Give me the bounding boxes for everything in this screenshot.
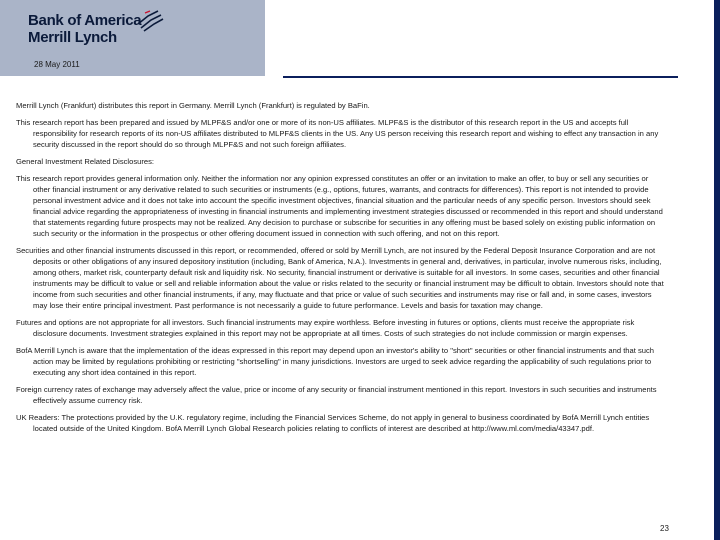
- right-edge-bar: [714, 0, 720, 540]
- paragraph-futures-options: Futures and options are not appropriate for all investors. Such financial instruments may expire worthless. Before investing in futures or options, clients must receive the appropriate risk disclosure documents. Investment strategies explained in this report may not be appropriate at all times. Costs of such strategies do not include commission or margin expenses.: [16, 318, 635, 338]
- brand-line-2: Merrill Lynch: [28, 29, 117, 46]
- paragraph-general-information: This research report provides general information only. Neither the information nor any opinion expressed constitutes an offer or an invitation to make an offer, to buy or sell any securities or other financial instrument or any derivative related to such securities or instruments (e.g., options, futures, warrants, and contracts for differences). This report is not intended to provide personal investment advice and it does not take into account the specific investment objectives, financial situation and the particular needs of any specific person. Investors should seek financial advice regarding the appropriateness of investing in financial instruments and implementing investment strategies discussed or recommended in this report and should understand that statements regarding future prospects may not be realized. Any decision to purchase or subscribe for securities in any offering must be based solely on existing public information on such security or the information in the prospectus or other offering document issued in connection with such offering, and not on this report.: [16, 174, 663, 238]
- paragraph-securities-risk: Securities and other financial instruments discussed in this report, or recommended, offered or sold by Merrill Lynch, are not insured by the Federal Deposit Insurance Corporation and are not deposits or other obligations of any insured depository institution (including, Bank of America, N.A.). Investments in general and, derivatives, in particular, involve numerous risks, including, among others, market risk, counterparty default risk and liquidity risk. No security, financial instrument or derivative is suitable for all investors. In some cases, securities and other financial instruments may be difficult to value or sell and reliable information about the value or risks related to the security or financial instrument may be difficult to obtain. Investors should note that income from such securities and other financial instruments, if any, may fluctuate and that price or value of such securities and instruments may rise or fall and, in some cases, investors may lose their entire principal investment. Past performance is not necessarily a guide to future performance. Levels and basis for taxation may change.: [16, 246, 664, 310]
- paragraph-short-selling: BofA Merrill Lynch is aware that the implementation of the ideas expressed in this report may depend upon an investor's ability to "short" securities or other financial instruments and that such action may be limited by regulations prohibiting or restricting "shortselling" in many jurisdictions. Investors are urged to seek advice regarding the applicability of such regulations prior to executing any short idea contained in this report.: [16, 346, 655, 377]
- paragraph-us-distribution: This research report has been prepared and issued by MLPF&S and/or one or more of its non-US affiliates. MLPF&S is the distributor of this research report in the US and accepts full responsibility for research reports of its non-US affiliates distributed to MLPF&S clients in the US. Any US person receiving this research report and wishing to effect any transaction in any security discussed in the report should do so through MLPF&S and not such foreign affiliates.: [16, 118, 659, 149]
- paragraph-frankfurt: Merrill Lynch (Frankfurt) distributes this report in Germany. Merrill Lynch (Frankfurt) is regulated by BaFin.: [16, 101, 370, 110]
- header-panel: [0, 0, 265, 76]
- section-heading: General Investment Related Disclosures:: [16, 157, 155, 166]
- header-rule: [283, 76, 678, 78]
- paragraph-uk-readers: UK Readers: The protections provided by the U.K. regulatory regime, including the Financial Services Scheme, do not apply in general to business coordinated by BofA Merrill Lynch entities located outside of the United Kingdom. BofA Merrill Lynch Global Research policies relating to conflicts of interest are described at http://www.ml.com/media/43347.pdf.: [16, 413, 650, 433]
- disclosure-text: [16, 100, 666, 440]
- report-date: 28 May 2011: [34, 60, 80, 69]
- bank-of-america-flag-icon: [136, 10, 164, 32]
- paragraph-currency-risk: Foreign currency rates of exchange may adversely affect the value, price or income of any security or financial instrument mentioned in this report. Investors in such securities and instruments effectively assume currency risk.: [16, 385, 657, 405]
- brand-logo: [28, 12, 141, 46]
- brand-line-1: Bank of America: [28, 12, 142, 29]
- page-number: 23: [660, 524, 669, 533]
